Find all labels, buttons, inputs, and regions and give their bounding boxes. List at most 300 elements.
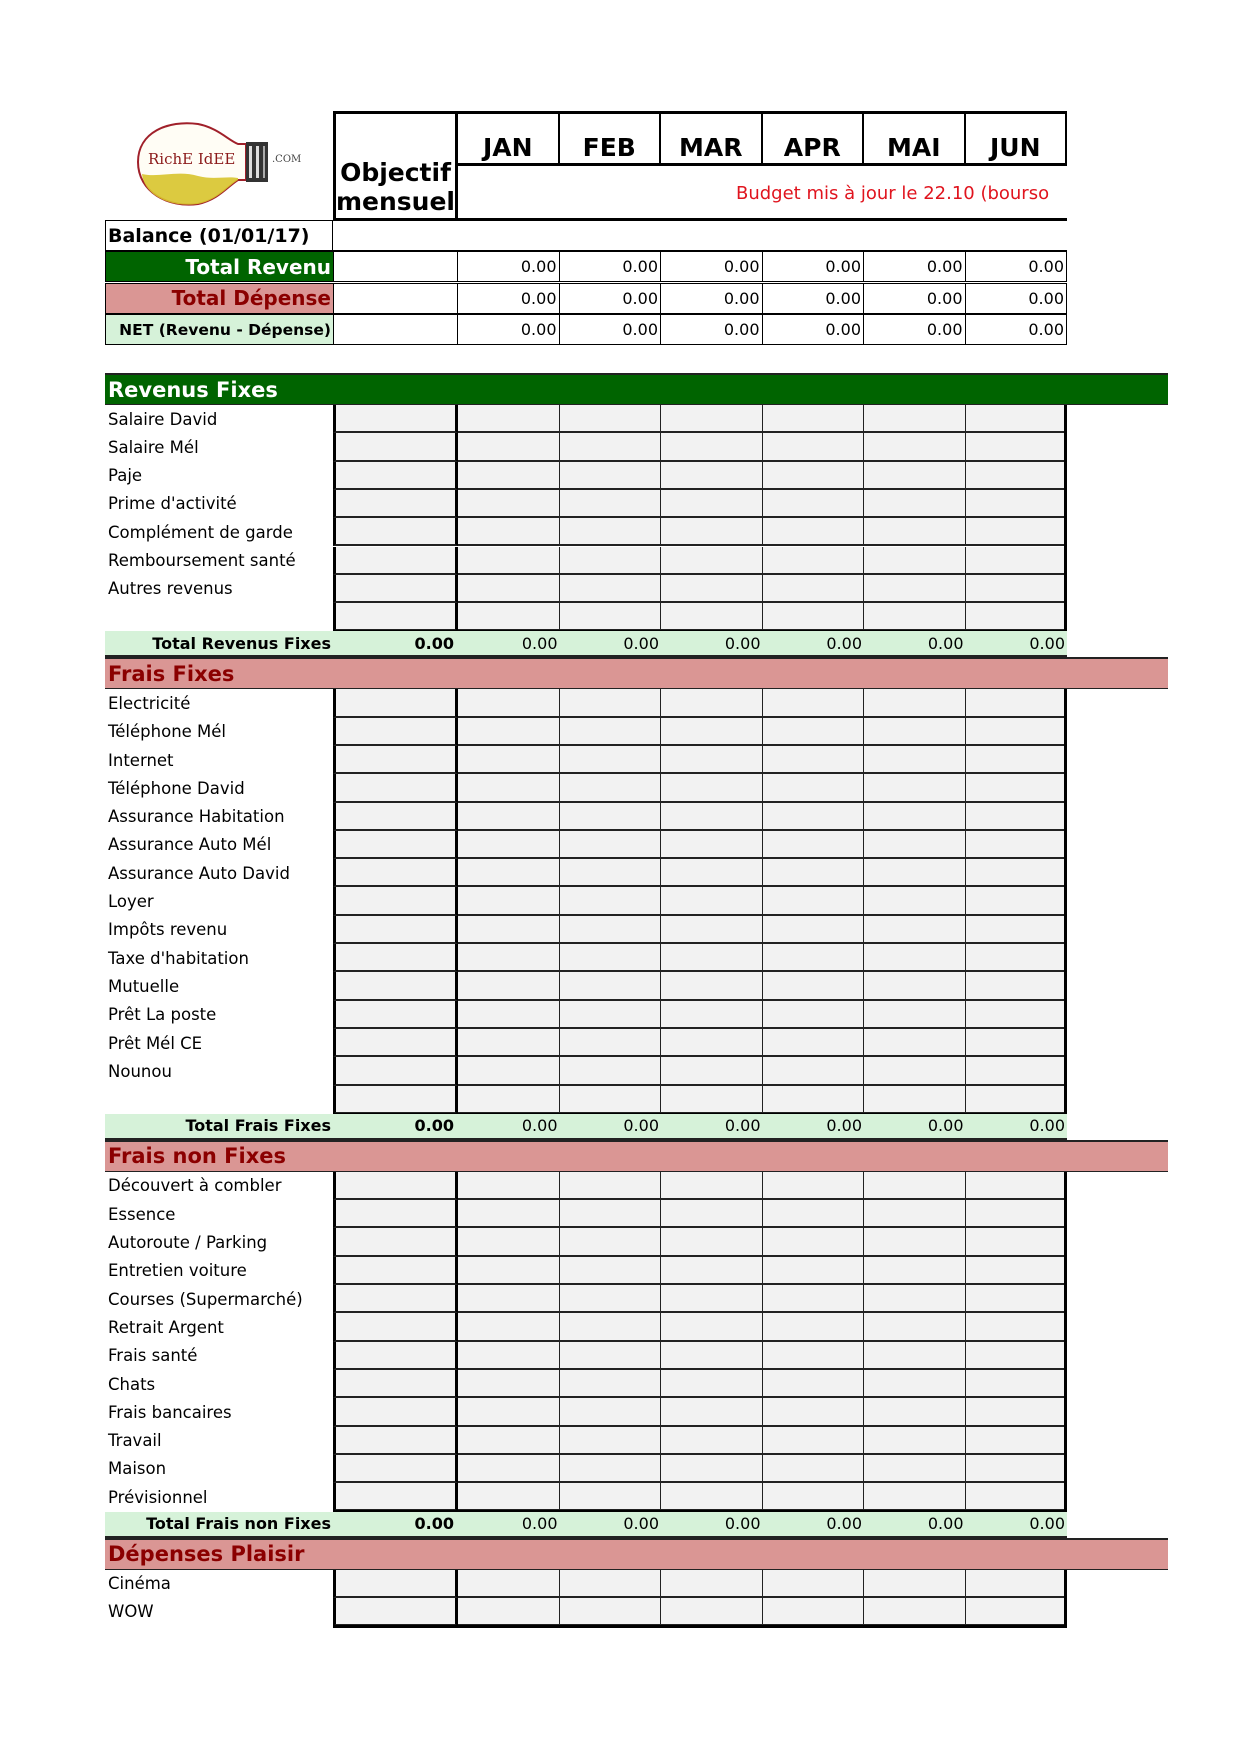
month-input-cell[interactable] — [763, 689, 865, 717]
objectif-input-cell[interactable] — [333, 1370, 458, 1398]
objectif-input-cell[interactable] — [333, 1257, 458, 1285]
month-input-cell[interactable] — [661, 1483, 763, 1511]
summary-objectif-cell[interactable] — [333, 314, 458, 345]
objectif-input-cell[interactable] — [333, 1570, 458, 1598]
month-input-cell[interactable] — [763, 1200, 865, 1228]
month-input-cell[interactable] — [864, 859, 966, 887]
month-input-cell[interactable] — [864, 1313, 966, 1341]
month-input-cell[interactable] — [661, 944, 763, 972]
month-input-cell[interactable] — [458, 1570, 560, 1598]
table-row — [333, 1598, 1067, 1626]
month-input-cell[interactable] — [966, 1313, 1068, 1341]
month-input-cell[interactable] — [560, 689, 662, 717]
total-objectif-value: 0.00 — [414, 633, 454, 653]
month-header-mai: MAI — [864, 111, 966, 166]
month-input-cell[interactable] — [661, 490, 763, 518]
month-input-cell[interactable] — [458, 1342, 560, 1370]
month-input-cell[interactable] — [966, 774, 1068, 802]
month-input-cell[interactable] — [560, 603, 662, 631]
month-input-cell[interactable] — [966, 603, 1068, 631]
month-input-cell[interactable] — [966, 831, 1068, 859]
month-input-cell[interactable] — [966, 575, 1068, 603]
month-input-cell[interactable] — [763, 518, 865, 546]
month-input-cell[interactable] — [864, 1398, 966, 1426]
month-input-cell[interactable] — [966, 518, 1068, 546]
objectif-input-cell[interactable] — [333, 1342, 458, 1370]
objectif-input-cell[interactable] — [333, 1285, 458, 1313]
item-label: Chats — [108, 1374, 156, 1394]
month-input-cell[interactable] — [966, 1570, 1068, 1598]
month-input-cell[interactable] — [763, 1370, 865, 1398]
month-input-cell[interactable] — [864, 887, 966, 915]
objectif-input-cell[interactable] — [333, 462, 458, 490]
month-input-cell[interactable] — [864, 490, 966, 518]
month-input-cell[interactable] — [560, 1172, 662, 1200]
month-input-cell[interactable] — [763, 1427, 865, 1455]
month-input-cell[interactable] — [458, 1483, 560, 1511]
objectif-input-cell[interactable] — [333, 859, 458, 887]
month-input-cell[interactable] — [458, 1257, 560, 1285]
month-input-cell[interactable] — [458, 518, 560, 546]
month-input-cell[interactable] — [864, 718, 966, 746]
month-input-cell[interactable] — [864, 1200, 966, 1228]
month-input-cell[interactable] — [560, 1570, 662, 1598]
month-input-cell[interactable] — [864, 746, 966, 774]
month-input-cell[interactable] — [966, 490, 1068, 518]
objectif-input-cell[interactable] — [333, 803, 458, 831]
month-input-cell[interactable] — [966, 1342, 1068, 1370]
month-input-cell[interactable] — [864, 1001, 966, 1029]
month-input-cell[interactable] — [661, 1285, 763, 1313]
month-input-cell[interactable] — [966, 405, 1068, 433]
table-row — [333, 1001, 1067, 1029]
month-input-cell[interactable] — [763, 944, 865, 972]
month-input-cell[interactable] — [864, 1455, 966, 1483]
month-input-cell[interactable] — [763, 1086, 865, 1114]
month-input-cell[interactable] — [763, 859, 865, 887]
item-label: Salaire Mél — [108, 437, 199, 457]
month-input-cell[interactable] — [458, 887, 560, 915]
month-input-cell[interactable] — [864, 1029, 966, 1057]
month-input-cell[interactable] — [864, 1342, 966, 1370]
month-input-cell[interactable] — [763, 575, 865, 603]
month-input-cell[interactable] — [458, 490, 560, 518]
table-row — [333, 1257, 1067, 1285]
month-input-cell[interactable] — [864, 774, 966, 802]
month-input-cell[interactable] — [560, 1001, 662, 1029]
month-input-cell[interactable] — [458, 547, 560, 575]
month-input-cell[interactable] — [560, 490, 662, 518]
month-input-cell[interactable] — [560, 1257, 662, 1285]
objectif-input-cell[interactable] — [333, 887, 458, 915]
summary-value-cell: 0.00 — [864, 251, 966, 282]
month-input-cell[interactable] — [560, 944, 662, 972]
month-input-cell[interactable] — [763, 490, 865, 518]
month-input-cell[interactable] — [966, 462, 1068, 490]
month-input-cell[interactable] — [864, 1570, 966, 1598]
month-input-cell[interactable] — [458, 1313, 560, 1341]
month-input-cell[interactable] — [661, 462, 763, 490]
month-input-cell[interactable] — [966, 803, 1068, 831]
section-total-row — [105, 1512, 1067, 1538]
month-input-cell[interactable] — [560, 1427, 662, 1455]
objectif-input-cell[interactable] — [333, 718, 458, 746]
month-input-cell[interactable] — [864, 1598, 966, 1626]
objectif-input-cell[interactable] — [333, 1001, 458, 1029]
month-input-cell[interactable] — [661, 774, 763, 802]
objectif-input-cell[interactable] — [333, 1313, 458, 1341]
month-input-cell[interactable] — [864, 433, 966, 461]
month-header-apr: APR — [763, 111, 865, 166]
month-input-cell[interactable] — [458, 746, 560, 774]
month-input-cell[interactable] — [458, 1200, 560, 1228]
month-input-cell[interactable] — [864, 1228, 966, 1256]
month-input-cell[interactable] — [763, 405, 865, 433]
month-input-cell[interactable] — [661, 689, 763, 717]
month-input-cell[interactable] — [560, 1598, 662, 1626]
month-input-cell[interactable] — [763, 803, 865, 831]
month-input-cell[interactable] — [661, 1029, 763, 1057]
month-input-cell[interactable] — [560, 405, 662, 433]
month-input-cell[interactable] — [661, 1427, 763, 1455]
month-input-cell[interactable] — [763, 1228, 865, 1256]
summary-objectif-cell[interactable] — [333, 283, 458, 314]
month-input-cell[interactable] — [458, 1370, 560, 1398]
item-label: Paje — [108, 466, 143, 486]
month-input-cell[interactable] — [458, 1029, 560, 1057]
summary-value-cell: 0.00 — [661, 283, 763, 314]
month-input-cell[interactable] — [661, 433, 763, 461]
item-label: Autres revenus — [108, 579, 233, 599]
month-input-cell[interactable] — [661, 1370, 763, 1398]
month-input-cell[interactable] — [966, 916, 1068, 944]
month-input-cell[interactable] — [560, 1285, 662, 1313]
month-input-cell[interactable] — [661, 1398, 763, 1426]
month-input-cell[interactable] — [864, 1285, 966, 1313]
month-input-cell[interactable] — [560, 462, 662, 490]
month-input-cell[interactable] — [966, 1483, 1068, 1511]
month-input-cell[interactable] — [763, 1313, 865, 1341]
month-input-cell[interactable] — [966, 887, 1068, 915]
table-row — [333, 1398, 1067, 1426]
month-input-cell[interactable] — [560, 575, 662, 603]
month-input-cell[interactable] — [661, 1228, 763, 1256]
month-input-cell[interactable] — [966, 1029, 1068, 1057]
month-input-cell[interactable] — [763, 1598, 865, 1626]
summary-objectif-cell[interactable] — [333, 251, 458, 282]
month-input-cell[interactable] — [560, 1228, 662, 1256]
table-row — [333, 1455, 1067, 1483]
month-input-cell[interactable] — [864, 916, 966, 944]
month-input-cell[interactable] — [661, 972, 763, 1000]
month-input-cell[interactable] — [458, 972, 560, 1000]
total-month-value: 0.00 — [826, 633, 862, 653]
summary-label-2: NET (Revenu - Dépense) — [105, 314, 333, 345]
month-input-cell[interactable] — [560, 1313, 662, 1341]
month-input-cell[interactable] — [560, 972, 662, 1000]
month-input-cell[interactable] — [966, 1398, 1068, 1426]
month-input-cell[interactable] — [966, 859, 1068, 887]
month-input-cell[interactable] — [458, 1086, 560, 1114]
month-input-cell[interactable] — [560, 774, 662, 802]
month-input-cell[interactable] — [458, 916, 560, 944]
month-input-cell[interactable] — [966, 433, 1068, 461]
balance-input[interactable] — [333, 220, 1067, 251]
objectif-input-cell[interactable] — [333, 972, 458, 1000]
month-input-cell[interactable] — [560, 1398, 662, 1426]
summary-value-cell: 0.00 — [458, 251, 560, 282]
month-input-cell[interactable] — [458, 689, 560, 717]
month-input-cell[interactable] — [560, 746, 662, 774]
objectif-input-cell[interactable] — [333, 1483, 458, 1511]
month-input-cell[interactable] — [560, 887, 662, 915]
objectif-input-cell[interactable] — [333, 689, 458, 717]
month-input-cell[interactable] — [458, 1427, 560, 1455]
month-input-cell[interactable] — [661, 1172, 763, 1200]
month-input-cell[interactable] — [661, 803, 763, 831]
month-input-cell[interactable] — [864, 689, 966, 717]
month-input-cell[interactable] — [864, 972, 966, 1000]
item-label: Frais bancaires — [108, 1402, 232, 1422]
month-input-cell[interactable] — [458, 944, 560, 972]
objectif-input-cell[interactable] — [333, 603, 458, 631]
month-input-cell[interactable] — [966, 718, 1068, 746]
month-input-cell[interactable] — [560, 547, 662, 575]
month-input-cell[interactable] — [763, 972, 865, 1000]
month-input-cell[interactable] — [661, 746, 763, 774]
month-input-cell[interactable] — [966, 1370, 1068, 1398]
month-input-cell[interactable] — [966, 1001, 1068, 1029]
month-input-cell[interactable] — [661, 603, 763, 631]
month-input-cell[interactable] — [560, 1455, 662, 1483]
month-input-cell[interactable] — [864, 603, 966, 631]
month-input-cell[interactable] — [458, 1172, 560, 1200]
month-input-cell[interactable] — [560, 1483, 662, 1511]
month-input-cell[interactable] — [458, 462, 560, 490]
month-input-cell[interactable] — [560, 1370, 662, 1398]
objectif-input-cell[interactable] — [333, 405, 458, 433]
month-input-cell[interactable] — [763, 916, 865, 944]
objectif-input-cell[interactable] — [333, 1398, 458, 1426]
month-input-cell[interactable] — [966, 1200, 1068, 1228]
objectif-input-cell[interactable] — [333, 1029, 458, 1057]
month-input-cell[interactable] — [458, 1398, 560, 1426]
month-header-jun: JUN — [966, 111, 1068, 166]
objectif-input-cell[interactable] — [333, 1427, 458, 1455]
month-input-cell[interactable] — [864, 803, 966, 831]
month-input-cell[interactable] — [864, 518, 966, 546]
table-row — [333, 803, 1067, 831]
objectif-input-cell[interactable] — [333, 1228, 458, 1256]
month-input-cell[interactable] — [661, 405, 763, 433]
month-input-cell[interactable] — [661, 1570, 763, 1598]
entry-grid — [333, 1570, 1067, 1627]
month-input-cell[interactable] — [560, 1029, 662, 1057]
month-input-cell[interactable] — [763, 1398, 865, 1426]
month-input-cell[interactable] — [661, 916, 763, 944]
month-input-cell[interactable] — [763, 433, 865, 461]
month-input-cell[interactable] — [966, 1057, 1068, 1085]
month-input-cell[interactable] — [966, 972, 1068, 1000]
month-input-cell[interactable] — [458, 433, 560, 461]
month-input-cell[interactable] — [864, 405, 966, 433]
total-month-value: 0.00 — [623, 1514, 659, 1533]
month-input-cell[interactable] — [966, 1598, 1068, 1626]
month-input-cell[interactable] — [864, 462, 966, 490]
objectif-input-cell[interactable] — [333, 547, 458, 575]
month-input-cell[interactable] — [661, 1313, 763, 1341]
month-input-cell[interactable] — [661, 831, 763, 859]
objectif-input-cell[interactable] — [333, 774, 458, 802]
item-label: Autoroute / Parking — [108, 1233, 268, 1252]
month-input-cell[interactable] — [763, 718, 865, 746]
month-input-cell[interactable] — [966, 547, 1068, 575]
month-input-cell[interactable] — [763, 774, 865, 802]
month-input-cell[interactable] — [966, 944, 1068, 972]
month-input-cell[interactable] — [864, 1057, 966, 1085]
month-input-cell[interactable] — [763, 1342, 865, 1370]
month-input-cell[interactable] — [458, 1057, 560, 1085]
month-input-cell[interactable] — [966, 1086, 1068, 1114]
month-input-cell[interactable] — [763, 1057, 865, 1085]
month-input-cell[interactable] — [560, 859, 662, 887]
objectif-input-cell[interactable] — [333, 746, 458, 774]
month-input-cell[interactable] — [458, 1285, 560, 1313]
month-input-cell[interactable] — [661, 1200, 763, 1228]
objectif-input-cell[interactable] — [333, 916, 458, 944]
objectif-input-cell[interactable] — [333, 490, 458, 518]
item-label: Découvert à combler — [108, 1176, 282, 1196]
table-row — [333, 462, 1067, 490]
month-input-cell[interactable] — [661, 1342, 763, 1370]
objectif-input-cell[interactable] — [333, 575, 458, 603]
month-input-cell[interactable] — [458, 575, 560, 603]
month-input-cell[interactable] — [458, 1455, 560, 1483]
table-row — [333, 1029, 1067, 1057]
month-input-cell[interactable] — [763, 603, 865, 631]
month-input-cell[interactable] — [661, 575, 763, 603]
month-input-cell[interactable] — [458, 774, 560, 802]
month-input-cell[interactable] — [864, 1257, 966, 1285]
month-input-cell[interactable] — [966, 1427, 1068, 1455]
month-input-cell[interactable] — [864, 1370, 966, 1398]
month-input-cell[interactable] — [560, 433, 662, 461]
month-input-cell[interactable] — [864, 944, 966, 972]
month-input-cell[interactable] — [560, 1057, 662, 1085]
month-input-cell[interactable] — [661, 1086, 763, 1114]
month-input-cell[interactable] — [661, 718, 763, 746]
month-input-cell[interactable] — [864, 1172, 966, 1200]
month-input-cell[interactable] — [661, 518, 763, 546]
month-input-cell[interactable] — [763, 547, 865, 575]
month-input-cell[interactable] — [458, 859, 560, 887]
month-input-cell[interactable] — [864, 1427, 966, 1455]
month-input-cell[interactable] — [458, 603, 560, 631]
month-input-cell[interactable] — [560, 1086, 662, 1114]
month-input-cell[interactable] — [966, 1228, 1068, 1256]
total-month-value: 0.00 — [724, 633, 761, 653]
month-input-cell[interactable] — [661, 1001, 763, 1029]
month-input-cell[interactable] — [763, 1455, 865, 1483]
total-month-value: 0.00 — [826, 1116, 862, 1136]
objectif-input-cell[interactable] — [333, 1086, 458, 1114]
month-input-cell[interactable] — [763, 462, 865, 490]
month-input-cell[interactable] — [966, 1455, 1068, 1483]
month-input-cell[interactable] — [560, 803, 662, 831]
month-input-cell[interactable] — [458, 831, 560, 859]
month-input-cell[interactable] — [661, 547, 763, 575]
month-input-cell[interactable] — [560, 916, 662, 944]
month-input-cell[interactable] — [763, 1001, 865, 1029]
month-input-cell[interactable] — [661, 1257, 763, 1285]
month-input-cell[interactable] — [458, 1001, 560, 1029]
month-input-cell[interactable] — [763, 1029, 865, 1057]
month-input-cell[interactable] — [458, 1228, 560, 1256]
month-input-cell[interactable] — [966, 746, 1068, 774]
month-header-jan: JAN — [458, 111, 560, 166]
objectif-input-cell[interactable] — [333, 518, 458, 546]
objectif-input-cell[interactable] — [333, 1057, 458, 1085]
month-input-cell[interactable] — [763, 831, 865, 859]
item-label: Prêt La poste — [108, 1005, 217, 1025]
month-input-cell[interactable] — [864, 547, 966, 575]
month-input-cell[interactable] — [560, 1342, 662, 1370]
month-input-cell[interactable] — [763, 1285, 865, 1313]
month-input-cell[interactable] — [661, 887, 763, 915]
month-input-cell[interactable] — [458, 718, 560, 746]
objectif-input-cell[interactable] — [333, 1200, 458, 1228]
month-input-cell[interactable] — [966, 1285, 1068, 1313]
objectif-input-cell[interactable] — [333, 1172, 458, 1200]
summary-value-cell: 0.00 — [458, 283, 560, 314]
month-input-cell[interactable] — [458, 803, 560, 831]
month-input-cell[interactable] — [560, 1200, 662, 1228]
month-input-cell[interactable] — [763, 1570, 865, 1598]
month-input-cell[interactable] — [560, 518, 662, 546]
objectif-input-cell[interactable] — [333, 1455, 458, 1483]
month-input-cell[interactable] — [763, 887, 865, 915]
month-input-cell[interactable] — [966, 1257, 1068, 1285]
month-input-cell[interactable] — [763, 1483, 865, 1511]
objectif-input-cell[interactable] — [333, 433, 458, 461]
objectif-input-cell[interactable] — [333, 831, 458, 859]
month-input-cell[interactable] — [661, 1455, 763, 1483]
summary-value-cell: 0.00 — [763, 251, 865, 282]
month-input-cell[interactable] — [966, 1172, 1068, 1200]
month-input-cell[interactable] — [458, 405, 560, 433]
month-input-cell[interactable] — [661, 859, 763, 887]
total-month-value: 0.00 — [521, 633, 558, 653]
total-month-value: 0.00 — [623, 633, 659, 653]
month-input-cell[interactable] — [763, 746, 865, 774]
objectif-input-cell[interactable] — [333, 944, 458, 972]
month-input-cell[interactable] — [661, 1057, 763, 1085]
month-input-cell[interactable] — [864, 831, 966, 859]
month-input-cell[interactable] — [864, 1086, 966, 1114]
month-input-cell[interactable] — [560, 718, 662, 746]
month-input-cell[interactable] — [966, 689, 1068, 717]
month-input-cell[interactable] — [661, 1598, 763, 1626]
month-input-cell[interactable] — [763, 1257, 865, 1285]
month-input-cell[interactable] — [560, 831, 662, 859]
month-input-cell[interactable] — [864, 1483, 966, 1511]
item-label: Impôts revenu — [108, 920, 228, 940]
month-input-cell[interactable] — [763, 1172, 865, 1200]
month-input-cell[interactable] — [864, 575, 966, 603]
entry-grid — [333, 689, 1067, 1114]
objectif-input-cell[interactable] — [333, 1598, 458, 1626]
month-input-cell[interactable] — [458, 1598, 560, 1626]
